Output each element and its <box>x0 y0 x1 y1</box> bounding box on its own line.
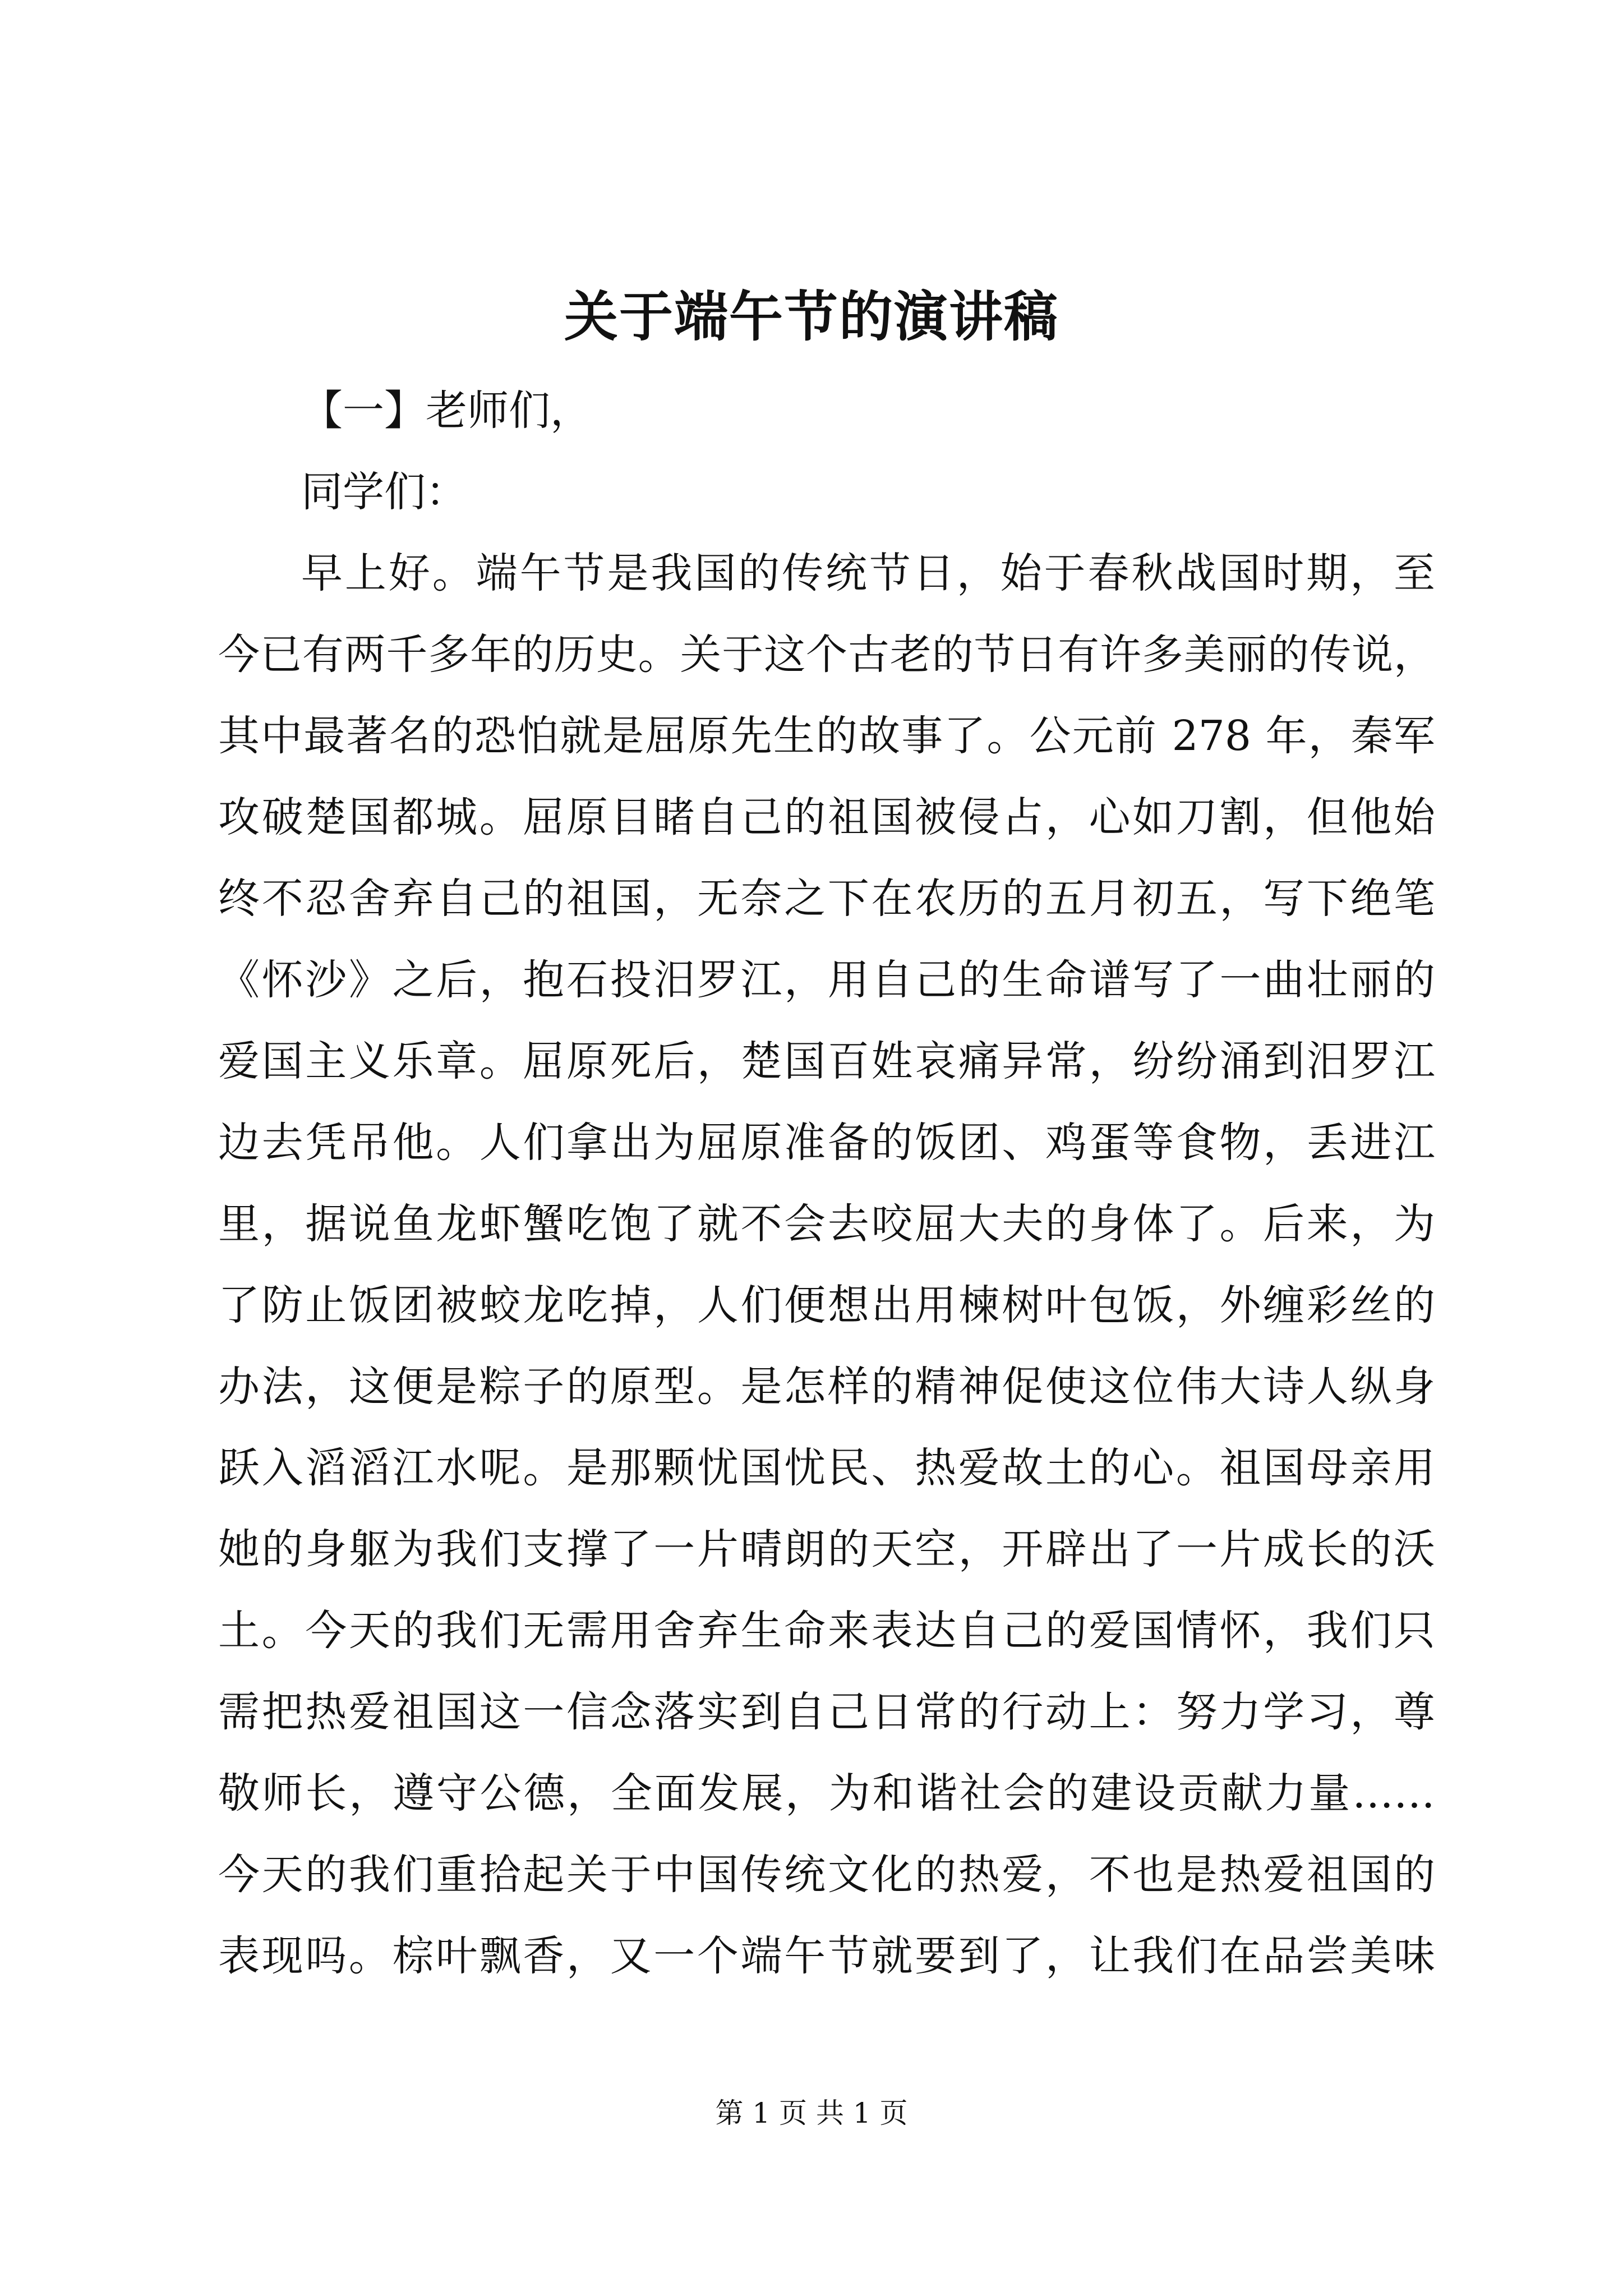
body-line: 需把热爱祖国这一信念落实到自己日常的行动上：努力学习，尊 <box>218 1688 1435 1736</box>
body-line: 办法，这便是粽子的原型。是怎样的精神促使这位伟大诗人纵身 <box>218 1363 1435 1411</box>
body-line: 跃入滔滔江水呢。是那颗忧国忧民、热爱故土的心。祖国母亲用 <box>218 1444 1435 1492</box>
body-line: 其中最著名的恐怕就是屈原先生的故事了。公元前 278 年，秦军 <box>218 712 1435 760</box>
body-line: 《怀沙》之后，抱石投汨罗江，用自己的生命谱写了一曲壮丽的 <box>218 956 1435 1004</box>
body-line: 今已有两千多年的历史。关于这个古老的节日有许多美丽的传说， <box>218 631 1435 679</box>
document-title: 关于端午节的演讲稿 <box>564 285 1059 348</box>
body-line: 今天的我们重拾起关于中国传统文化的热爱，不也是热爱祖国的 <box>218 1851 1435 1899</box>
body-line: 攻破楚国都城。屈原目睹自己的祖国被侵占，心如刀割，但他始 <box>218 793 1435 841</box>
body-line: 土。今天的我们无需用舍弃生命来表达自己的爱国情怀，我们只 <box>218 1607 1435 1655</box>
body-line: 边去凭吊他。人们拿出为屈原准备的饭团、鸡蛋等食物，丢进江 <box>218 1119 1435 1167</box>
body-line: 爱国主义乐章。屈原死后，楚国百姓哀痛异常，纷纷涌到汨罗江 <box>218 1037 1435 1085</box>
body-line: 终不忍舍弃自己的祖国，无奈之下在农历的五月初五，写下绝笔 <box>218 875 1435 923</box>
body-line: 敬师长，遵守公德，全面发展，为和谐社会的建设贡献力量…… <box>218 1769 1435 1818</box>
body-line: 了防止饭团被蛟龙吃掉，人们便想出用楝树叶包饭，外缠彩丝的 <box>218 1281 1435 1329</box>
document-body <box>218 370 1435 1997</box>
body-line: 同学们： <box>301 468 467 516</box>
body-line: 她的身躯为我们支撑了一片晴朗的天空，开辟出了一片成长的沃 <box>218 1525 1435 1573</box>
page-footer: 第 1 页 共 1 页 <box>715 2097 908 2129</box>
body-line: 早上好。端午节是我国的传统节日，始于春秋战国时期，至 <box>301 549 1435 597</box>
body-line: 里，据说鱼龙虾蟹吃饱了就不会去咬屈大夫的身体了。后来，为 <box>218 1200 1435 1248</box>
body-line: 【一】老师们， <box>301 386 592 435</box>
body-line: 表现吗。棕叶飘香，又一个端午节就要到了，让我们在品尝美味 <box>218 1932 1435 1980</box>
